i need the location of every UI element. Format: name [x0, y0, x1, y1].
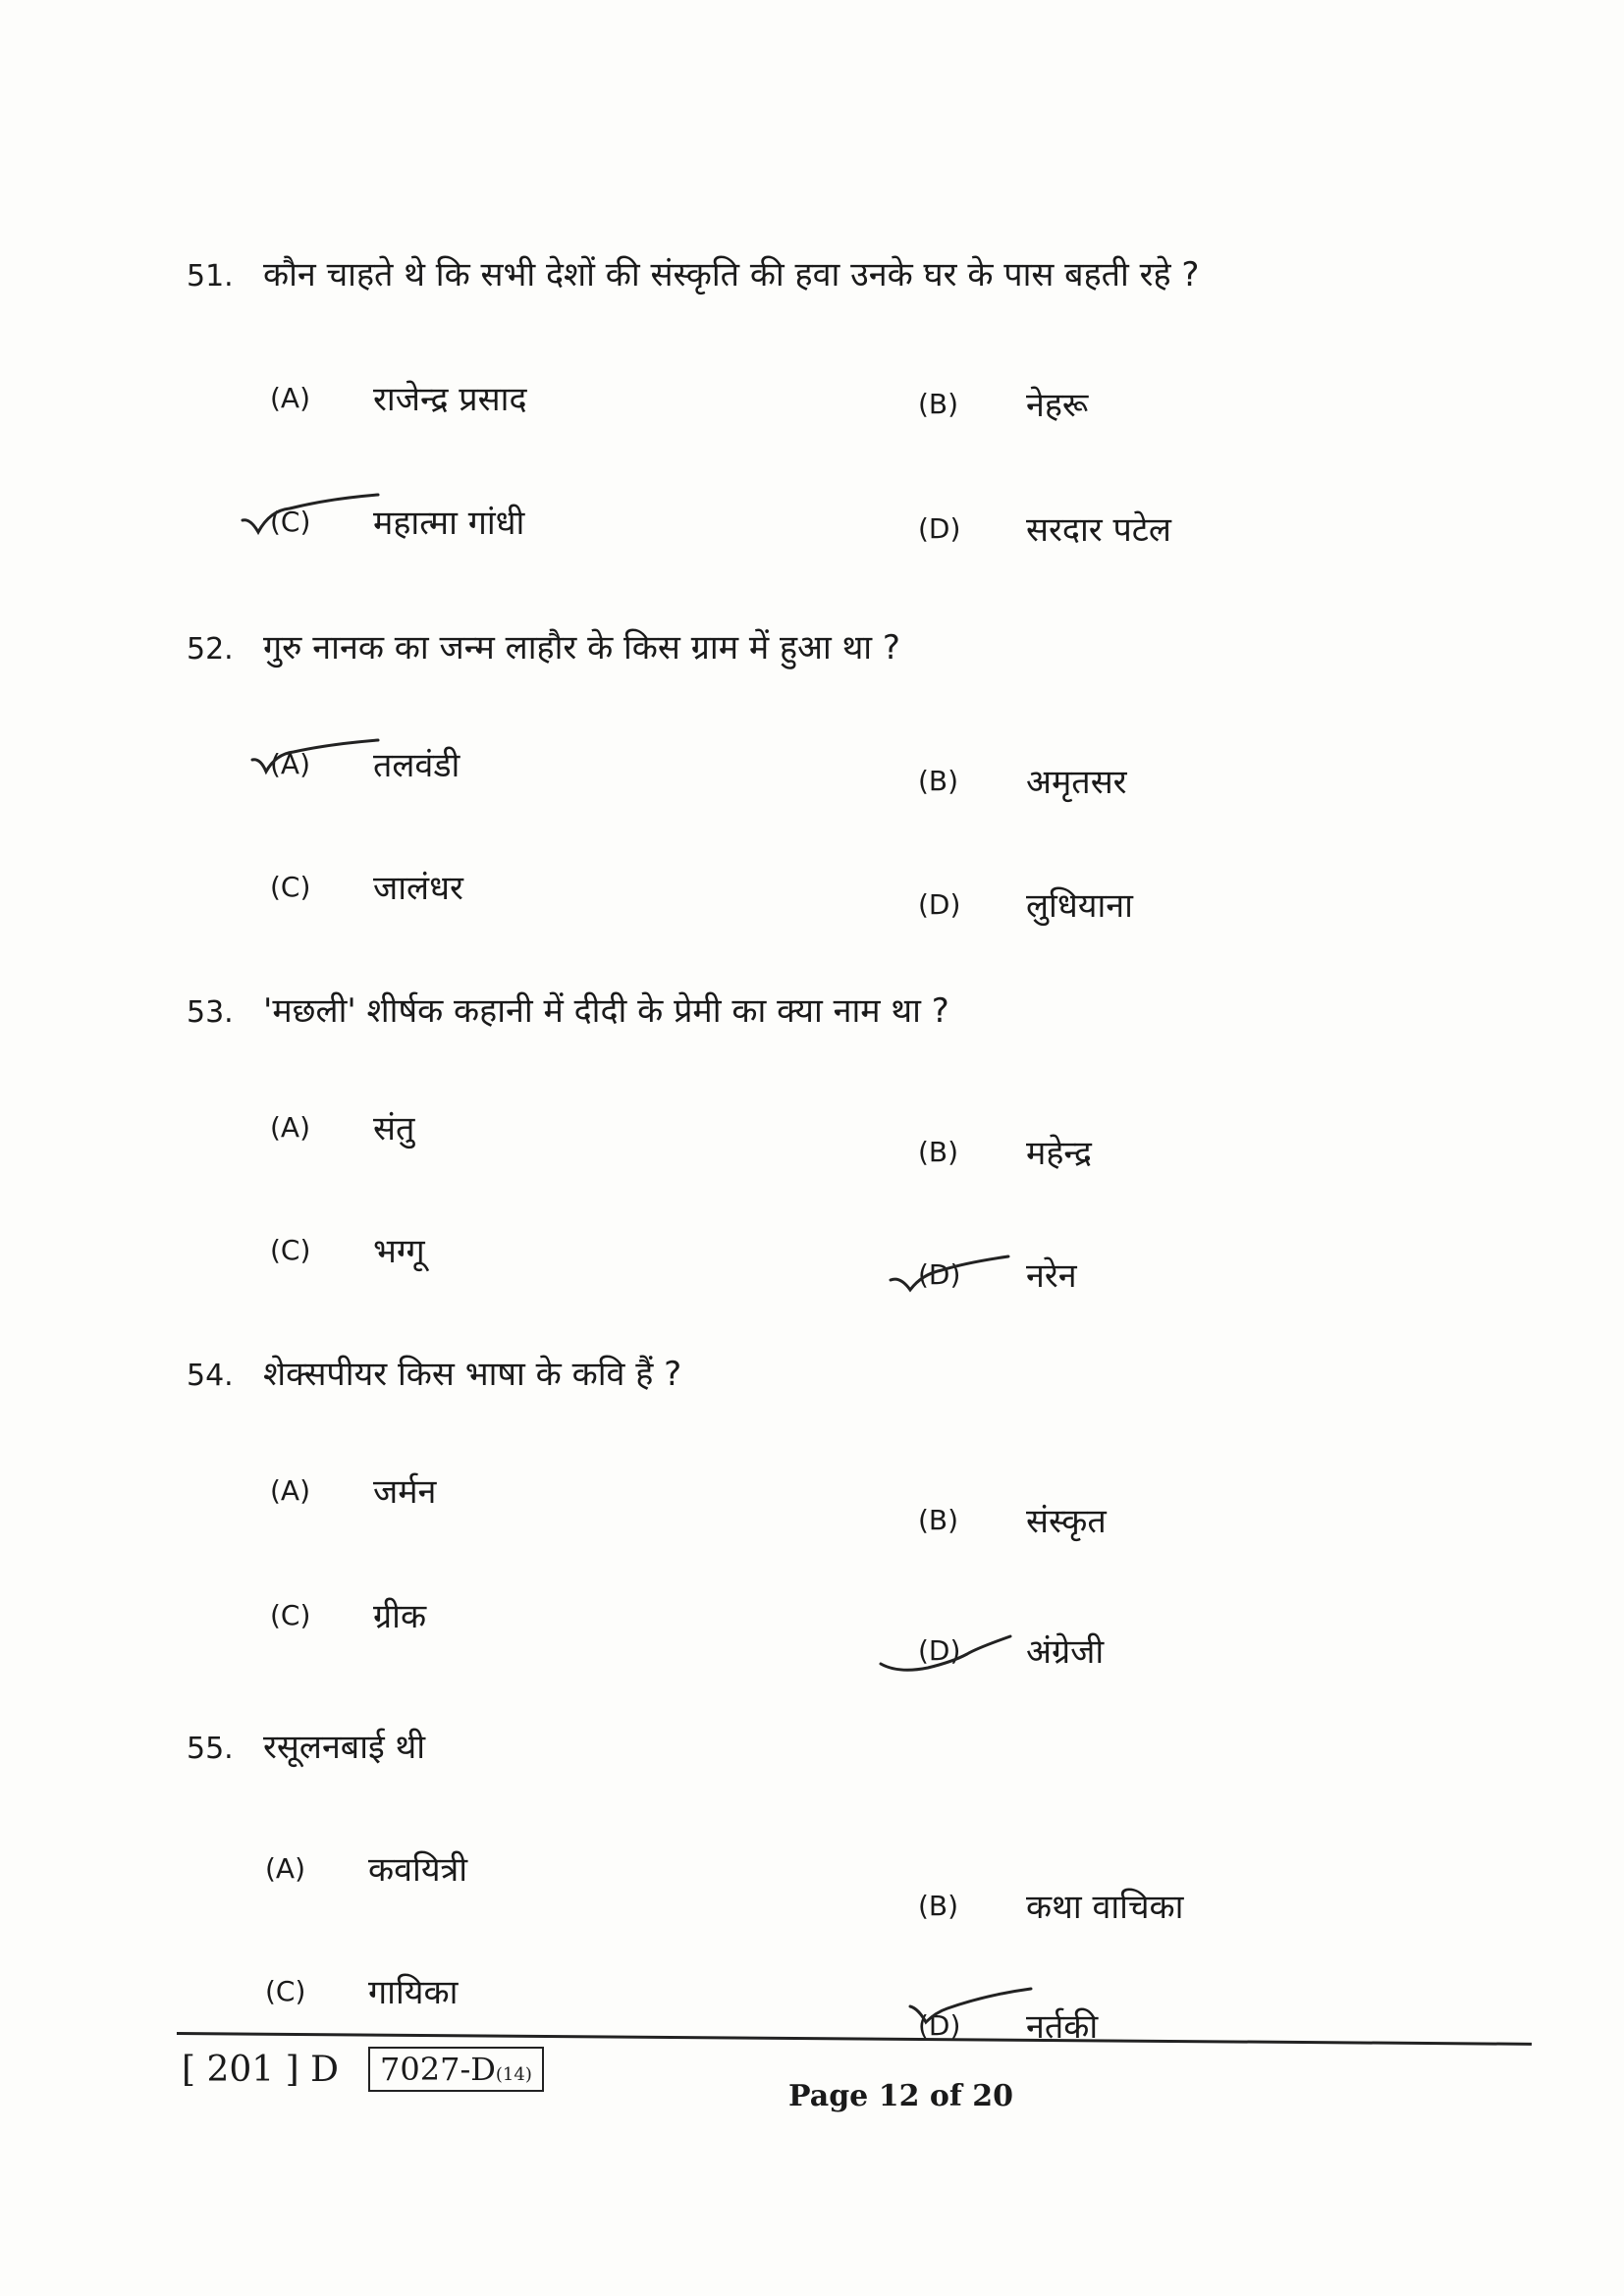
question-51 [187, 250, 1581, 295]
option-text: लुधियाना [1026, 886, 1133, 926]
option-54-a[interactable] [270, 1468, 436, 1513]
option-51-a[interactable] [270, 375, 527, 420]
option-label: (D) [918, 1257, 961, 1291]
booklet-code: 7027-D [380, 2051, 496, 2088]
option-52-b[interactable] [918, 758, 1127, 803]
option-text: नेहरू [1026, 386, 1089, 425]
question-number: 53. [187, 995, 234, 1030]
question-number: 52. [187, 632, 234, 667]
option-text: महेन्द्र [1026, 1134, 1092, 1173]
option-text: महात्मा गांधी [373, 504, 525, 543]
option-label: (B) [918, 387, 959, 420]
option-text: नरेन [1026, 1256, 1077, 1296]
option-text: नर्तकी [1026, 2007, 1099, 2047]
option-text: राजेन्द्र प्रसाद [373, 380, 527, 419]
booklet-code-sub: (14) [495, 2064, 532, 2085]
footer-divider [177, 2032, 1532, 2046]
option-label: (C) [270, 505, 311, 538]
question-text: 'मछली' शीर्षक कहानी में दीदी के प्रेमी का क्या नाम था ? [263, 991, 949, 1031]
option-text: संतु [373, 1109, 415, 1148]
option-label: (B) [918, 764, 959, 797]
question-55 [187, 1723, 1581, 1768]
answer-tick-mark [908, 1983, 1065, 2042]
option-label: (D) [918, 887, 961, 921]
option-label: (D) [918, 511, 961, 545]
option-label: (B) [918, 1135, 959, 1168]
option-text: जालंधर [373, 869, 463, 908]
answer-tick-mark [241, 491, 398, 550]
booklet-code-box [368, 2047, 544, 2092]
option-53-a[interactable] [270, 1104, 414, 1149]
option-text: संस्कृत [1026, 1502, 1107, 1541]
option-text: भग्गू [373, 1232, 425, 1271]
question-text: गुरु नानक का जन्म लाहौर के किस ग्राम में हुआ था ? [263, 628, 900, 667]
answer-tick-mark [250, 736, 407, 795]
question-text: शेक्सपीयर किस भाषा के कवि हैं ? [263, 1355, 682, 1394]
option-51-d[interactable] [918, 506, 1171, 551]
option-53-c[interactable] [270, 1227, 425, 1272]
question-text: कौन चाहते थे कि सभी देशों की संस्कृति की हवा उनके घर के पास बहती रहे ? [263, 255, 1200, 294]
option-label: (C) [270, 870, 311, 903]
option-label: (A) [270, 1110, 311, 1144]
question-number: 54. [187, 1359, 234, 1393]
option-54-b[interactable] [918, 1497, 1107, 1542]
question-text: रसूलनबाई थी [263, 1728, 426, 1767]
option-label: (A) [270, 381, 311, 414]
option-label: (B) [918, 1503, 959, 1536]
question-number: 55. [187, 1732, 234, 1766]
option-51-b[interactable] [918, 381, 1088, 426]
option-text: कथा वाचिका [1026, 1888, 1184, 1927]
option-label: (A) [270, 1473, 311, 1507]
option-text: सरदार पटेल [1026, 510, 1171, 550]
option-52-c[interactable] [270, 864, 463, 909]
page-number: Page 12 of 20 [788, 2079, 1013, 2113]
answer-tick-mark [879, 1625, 1036, 1683]
booklet-set: [ 201 ] D [182, 2049, 339, 2090]
question-53 [187, 987, 1581, 1032]
option-label: (D) [918, 1633, 961, 1667]
option-label: (A) [265, 1851, 306, 1885]
option-label: (C) [265, 1974, 306, 2007]
question-number: 51. [187, 259, 234, 294]
option-text: ग्रीक [373, 1597, 427, 1636]
option-text: अंग्रेजी [1026, 1632, 1105, 1672]
option-text: कवयित्री [368, 1850, 468, 1890]
option-label: (C) [270, 1598, 311, 1631]
option-55-b[interactable] [918, 1883, 1183, 1928]
answer-tick-mark [889, 1247, 1046, 1306]
footer-booklet-info [182, 2047, 544, 2092]
option-label: (B) [918, 1889, 959, 1922]
option-text: अमृतसर [1026, 763, 1127, 802]
option-54-c[interactable] [270, 1592, 426, 1637]
option-text: तलवंडी [373, 746, 460, 785]
option-52-d[interactable] [918, 881, 1133, 927]
option-label: (A) [270, 747, 311, 780]
option-55-c[interactable] [265, 1968, 458, 2013]
option-53-b[interactable] [918, 1129, 1092, 1174]
option-55-a[interactable] [265, 1845, 467, 1891]
option-text: गायिका [368, 1973, 459, 2012]
question-52 [187, 623, 1581, 668]
option-text: जर्मन [373, 1472, 437, 1512]
question-54 [187, 1350, 1581, 1395]
option-label: (C) [270, 1233, 311, 1266]
option-label: (D) [918, 2008, 961, 2042]
